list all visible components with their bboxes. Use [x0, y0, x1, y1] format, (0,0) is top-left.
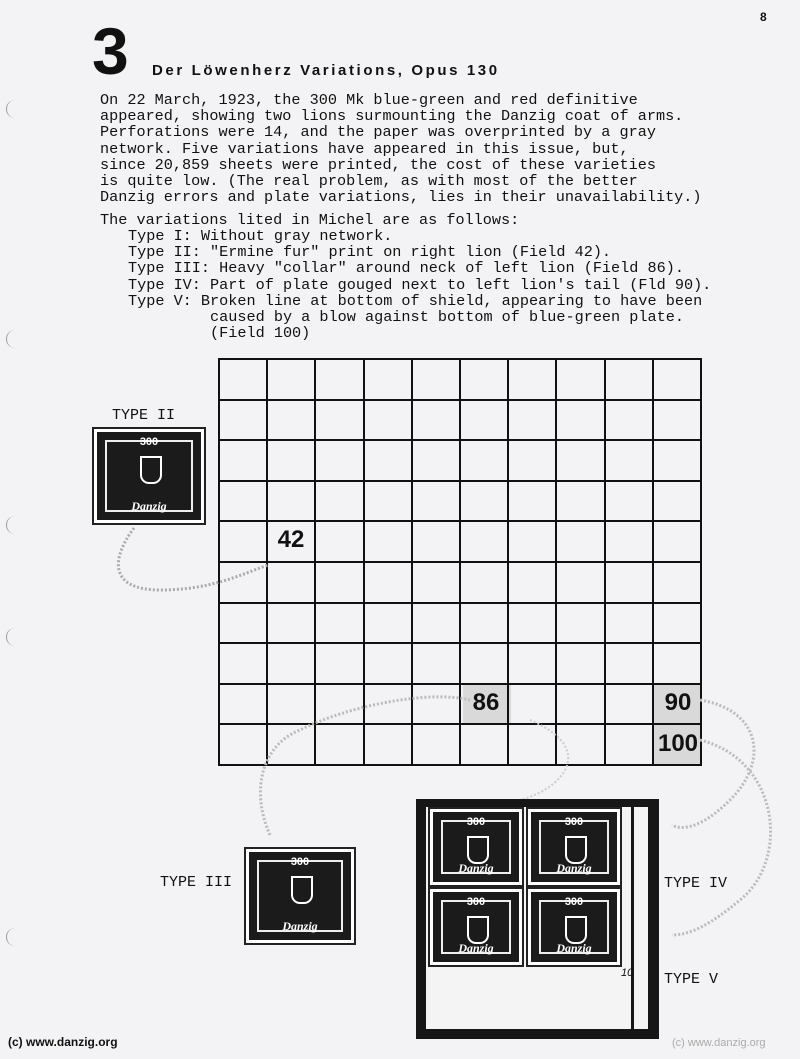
coat-of-arms-icon: [140, 456, 162, 484]
block-stamp: [430, 809, 522, 885]
block-note: 10: [621, 967, 634, 979]
block-margin: [634, 807, 648, 1029]
footer-copyright: (c) www.danzig.org: [8, 1035, 118, 1049]
block-stamp: [528, 809, 620, 885]
type-item: caused by a blow against bottom of blue-green plate.: [128, 308, 684, 327]
stamp-name: Danzig: [556, 861, 592, 875]
type-item: (Field 100): [128, 324, 311, 343]
type-ii-label: TYPE II: [112, 407, 176, 424]
stamp-type-ii: [94, 429, 204, 523]
stamp-name: Danzig: [458, 941, 494, 955]
section-title: Der Löwenherz Variations, Opus 130: [152, 62, 500, 79]
stamp-value: 300: [466, 816, 486, 828]
stamp-name: Danzig: [131, 499, 167, 513]
connector-line: [118, 528, 268, 590]
connector-line: [672, 740, 771, 935]
coat-of-arms-icon: [467, 916, 489, 944]
type-item: Type II: "Ermine fur" print on right lion (Field 42).: [128, 243, 612, 262]
coat-of-arms-icon: [291, 876, 313, 904]
type-item: Type V: Broken line at bottom of shield, appearing to have been: [128, 291, 703, 310]
coat-of-arms-icon: [467, 836, 489, 864]
footer-watermark: (c) www.danzig.org: [672, 1037, 766, 1049]
page-number: 8: [760, 10, 767, 24]
field-100-label: 100: [657, 730, 699, 757]
stamp-value: 300: [564, 896, 584, 908]
stamp-name: Danzig: [458, 861, 494, 875]
coat-of-arms-icon: [565, 916, 587, 944]
type-iv-label: TYPE IV: [664, 875, 728, 892]
field-42-label: 42: [277, 526, 305, 553]
stamp-value: 300: [564, 816, 584, 828]
stamp-name: Danzig: [282, 919, 318, 933]
coat-of-arms-icon: [565, 836, 587, 864]
block-stamp: [430, 889, 522, 965]
type-iii-label: TYPE III: [160, 874, 233, 891]
field-86-label: 86: [472, 689, 500, 716]
stamp-value: 300: [139, 436, 159, 448]
body-paragraph: On 22 March, 1923, the 300 Mk blue-green and red definitive appeared, showing two lions surmounting the Danzig coat of arms. Perforations were 14, and the paper was overprinted by a gray network. Five variations have appeared in this issue, but, since 20,859 sheets were printed, the cost of these varieties is quite low. (The real problem, as with most of the better Danzig errors and plate variations, lies in their unavailability.): [100, 91, 702, 207]
block-stamp: [528, 889, 620, 965]
type-item: Type III: Heavy "collar" around neck of left lion (Field 86).: [128, 259, 684, 278]
type-item: Type I: Without gray network.: [128, 227, 393, 245]
type-item: Type IV: Part of plate gouged next to left lion's tail (Fld 90).: [128, 275, 712, 294]
stamp-block: [416, 799, 659, 1039]
stamp-name: Danzig: [556, 941, 592, 955]
stamp-value: 300: [466, 896, 486, 908]
stamp-type-iii: [246, 849, 354, 943]
connector-line: [520, 720, 568, 800]
list-intro: The variations lited in Michel are as follows:: [100, 211, 520, 229]
stamp-value: 300: [290, 856, 310, 868]
field-90-label: 90: [664, 689, 692, 716]
chapter-number: 3: [92, 14, 129, 88]
type-v-label: TYPE V: [664, 971, 719, 988]
